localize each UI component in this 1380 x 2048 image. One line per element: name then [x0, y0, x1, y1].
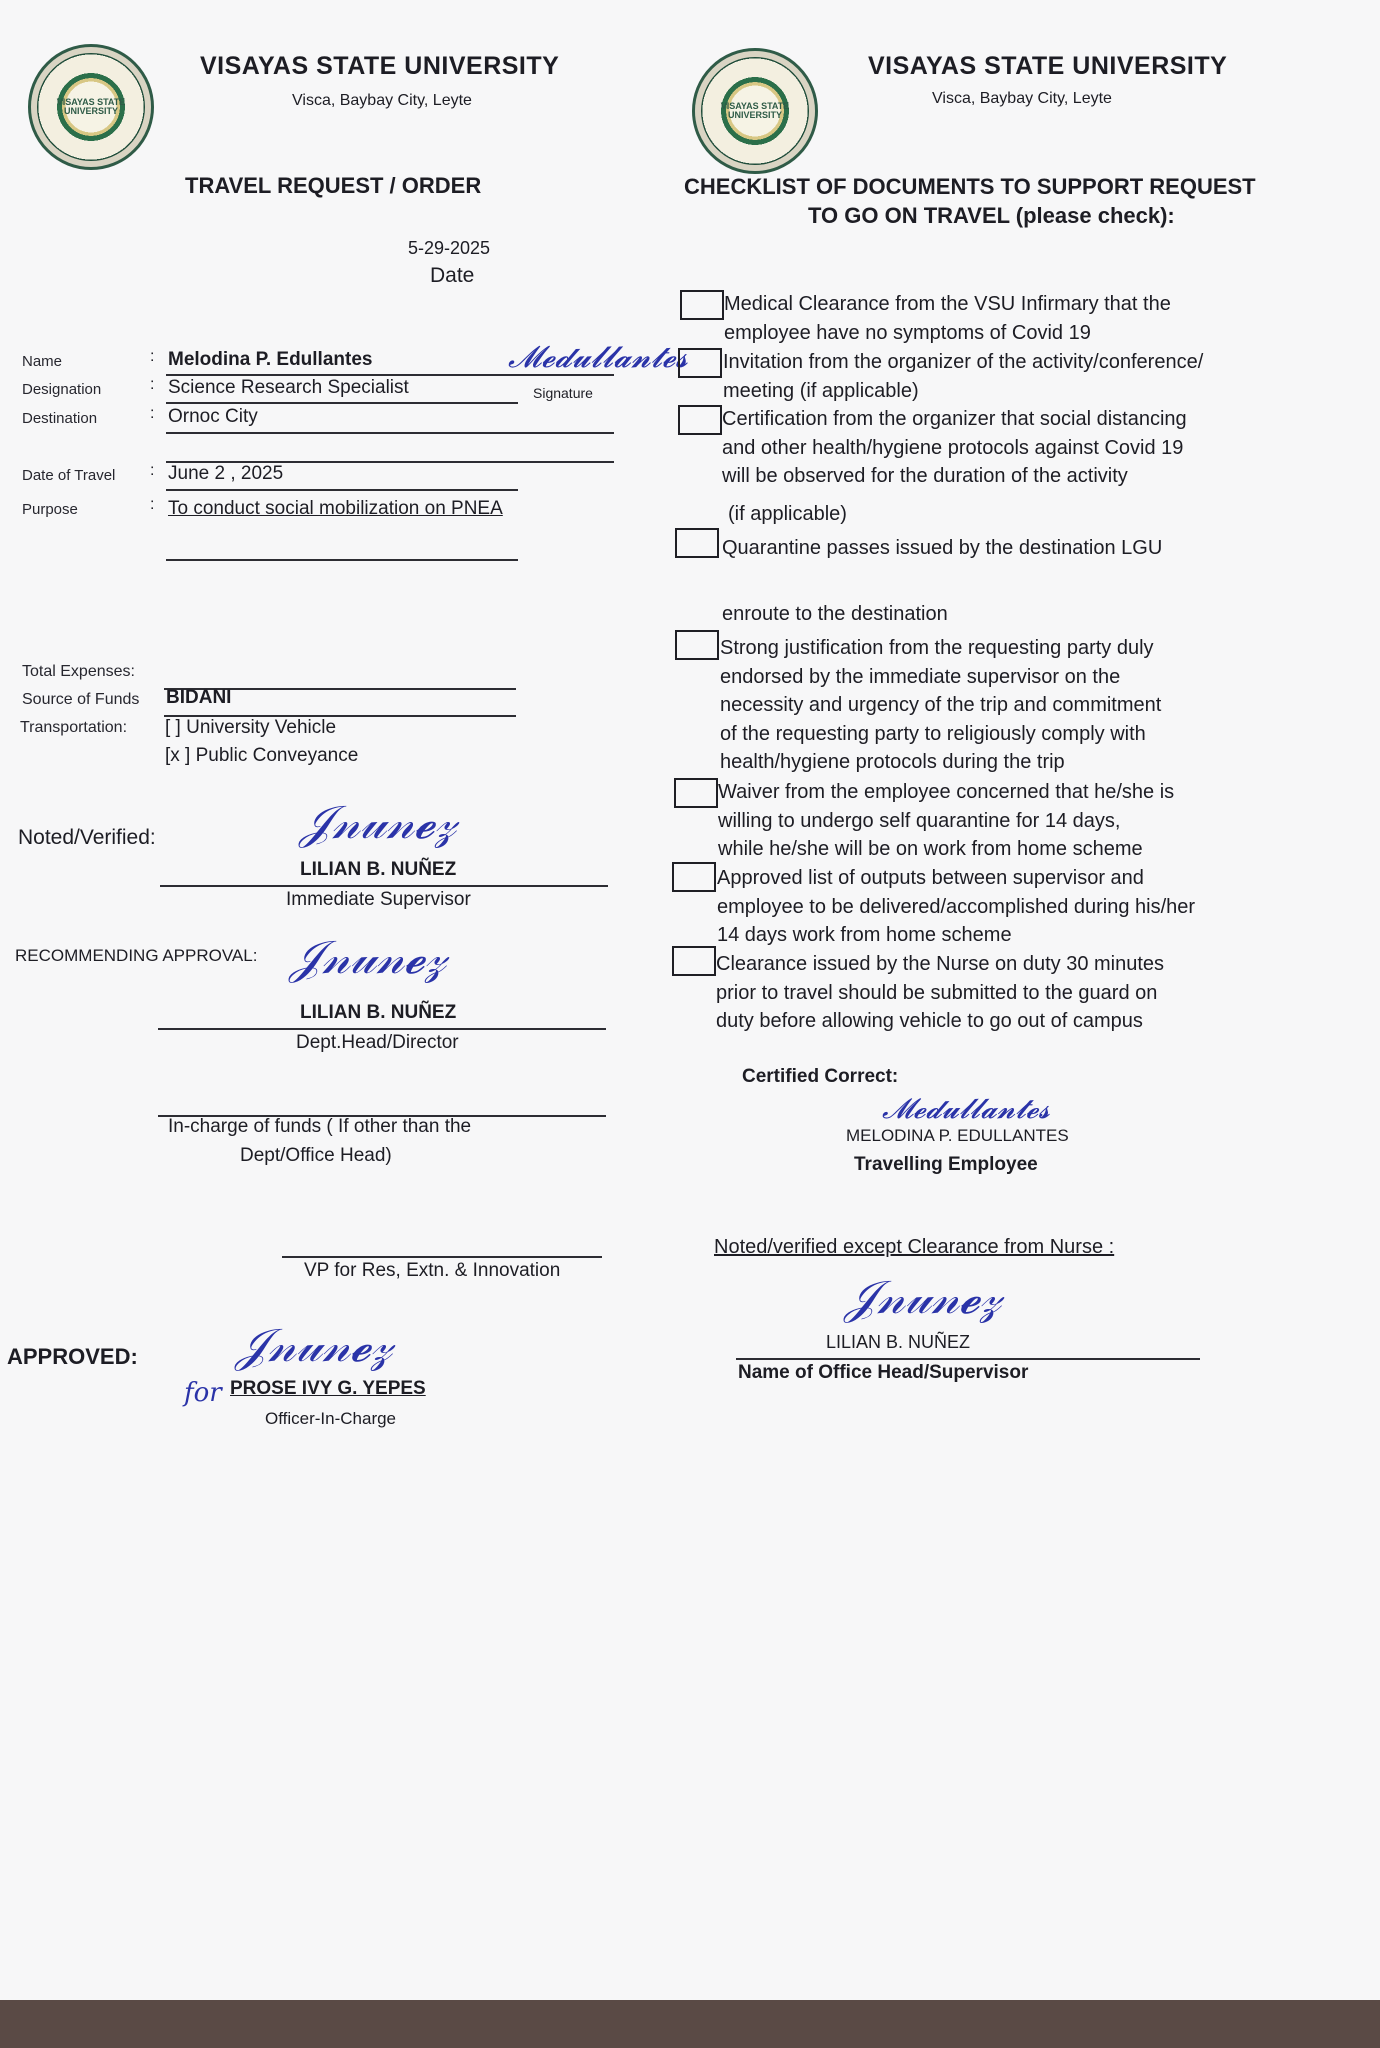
employee-signature: 𝓜𝓮𝓭𝓾𝓵𝓵𝓪𝓷𝓽𝓮𝓼 — [882, 1092, 1050, 1125]
checkbox-certification[interactable] — [678, 405, 722, 435]
form-title: TRAVEL REQUEST / ORDER — [185, 173, 482, 198]
colon: : — [150, 405, 155, 422]
vp-label: VP for Res, Extn. & Innovation — [304, 1260, 561, 1281]
checklist-title-line-1: CHECKLIST OF DOCUMENTS TO SUPPORT REQUEST — [684, 174, 1256, 199]
date-of-travel-underline — [166, 489, 518, 491]
checkbox-medical-clearance[interactable] — [680, 290, 724, 320]
university-seal-icon: VISAYAS STATE UNIVERSITY — [692, 48, 818, 174]
supervisor-line — [160, 885, 608, 887]
funds-incharge-label-1: In-charge of funds ( If other than the — [168, 1116, 472, 1137]
checklist-item: Waiver from the employee concerned that he/she is willing to undergo self quarantine for 14 days, while he/she will be on work from home scheme — [718, 781, 1175, 860]
university-address: Visca, Baybay City, Leyte — [932, 90, 1112, 107]
colon: : — [150, 462, 155, 479]
approved-label: APPROVED: — [7, 1344, 138, 1369]
purpose-underline-2 — [166, 559, 518, 561]
enroute-note: enroute to the destination — [722, 603, 948, 625]
supervisor-title: Immediate Supervisor — [286, 889, 471, 910]
checkbox-approved-outputs[interactable] — [672, 862, 716, 892]
checkbox-quarantine-passes[interactable] — [675, 528, 719, 558]
office-head-name: LILIAN B. NUÑEZ — [826, 1332, 971, 1352]
approver-signature: 𝒥𝓃𝓊𝓃𝓮𝓏 — [236, 1318, 393, 1372]
supervisor-name: LILIAN B. NUÑEZ — [300, 859, 457, 880]
date-of-travel-label: Date of Travel — [22, 467, 116, 484]
option-public-conveyance: [x ] Public Conveyance — [165, 745, 359, 766]
request-date-label: Date — [430, 264, 475, 287]
designation-underline — [166, 402, 518, 404]
checklist-item: Invitation from the organizer of the activity/conference/ meeting (if applicable) — [723, 351, 1204, 402]
purpose-value: To conduct social mobilization on PNEA — [168, 498, 503, 519]
purpose-label: Purpose — [22, 501, 78, 518]
vp-line — [282, 1256, 602, 1258]
employee-name: MELODINA P. EDULLANTES — [846, 1126, 1069, 1145]
university-address: Visca, Baybay City, Leyte — [292, 92, 472, 109]
checklist-item: Quarantine passes issued by the destination LGU — [722, 537, 1163, 559]
noted-verified-label: Noted/Verified: — [18, 826, 156, 849]
if-applicable-note: (if applicable) — [728, 503, 847, 525]
head-signature: 𝒥𝓃𝓊𝓃𝓮𝓏 — [290, 930, 447, 984]
total-expenses-label: Total Expenses: — [22, 663, 135, 680]
source-of-funds-label: Source of Funds — [22, 691, 140, 708]
certified-correct-label: Certified Correct: — [742, 1066, 899, 1087]
employee-signature: 𝓜𝓮𝓭𝓾𝓵𝓵𝓪𝓷𝓽𝓮𝓼 — [508, 340, 688, 375]
supervisor-signature: 𝒥𝓃𝓊𝓃𝓮𝓏 — [300, 795, 457, 849]
name-value: Melodina P. Edullantes — [168, 349, 373, 370]
head-title: Dept.Head/Director — [296, 1032, 459, 1053]
noted-except-label: Noted/verified except Clearance from Nurse : — [714, 1236, 1115, 1258]
checklist-title-line-2: TO GO ON TRAVEL (please check): — [808, 203, 1175, 228]
transportation-label: Transportation: — [20, 719, 128, 736]
checklist-item: Approved list of outputs between supervisor and employee to be delivered/accomplished during his/her 14 days work from home scheme — [717, 867, 1196, 946]
university-seal-icon: VISAYAS STATE UNIVERSITY — [28, 44, 154, 170]
request-date-value: 5-29-2025 — [408, 238, 491, 258]
designation-label: Designation — [22, 381, 102, 398]
checklist-item: Clearance issued by the Nurse on duty 30 minutes prior to travel should be submitted to the guard on duty before allowing vehicle to go out of campus — [716, 953, 1165, 1032]
option-university-vehicle: [ ] University Vehicle — [165, 717, 337, 738]
table-surface — [0, 2000, 1380, 2048]
checklist-item: Certification from the organizer that social distancing and other health/hygiene protocols against Covid 19 will be observed for the duration of the activity — [722, 408, 1187, 487]
name-label: Name — [22, 353, 63, 370]
signature-label: Signature — [533, 385, 593, 401]
head-line — [158, 1028, 606, 1030]
employee-title: Travelling Employee — [854, 1154, 1038, 1175]
for-mark: for — [184, 1378, 222, 1408]
office-head-signature: 𝒥𝓃𝓊𝓃𝓮𝓏 — [845, 1270, 1002, 1324]
checklist-item: Medical Clearance from the VSU Infirmary that the employee have no symptoms of Covid 19 — [724, 293, 1171, 344]
checklist-item: Strong justification from the requesting party duly endorsed by the immediate supervisor on the necessity and urgency of the trip and commitment of the requesting party to religiously comply with health/hygiene protocols during the trip — [720, 637, 1162, 773]
office-head-title: Name of Office Head/Supervisor — [738, 1362, 1029, 1383]
destination-value: Ornoc City — [168, 406, 258, 427]
checkbox-waiver[interactable] — [674, 778, 718, 808]
recommending-approval-label: RECOMMENDING APPROVAL: — [15, 946, 258, 965]
approver-title: Officer-In-Charge — [265, 1409, 397, 1428]
funds-incharge-label-2: Dept/Office Head) — [240, 1145, 392, 1166]
destination-underline — [166, 432, 614, 434]
checkbox-invitation[interactable] — [678, 348, 722, 378]
office-head-line — [736, 1358, 1200, 1360]
date-of-travel-value: June 2 , 2025 — [168, 463, 284, 484]
source-of-funds-value: BIDANI — [166, 687, 232, 708]
colon: : — [150, 348, 155, 365]
university-name: VISAYAS STATE UNIVERSITY — [868, 52, 1228, 80]
destination-label: Destination — [22, 410, 98, 427]
approver-name: PROSE IVY G. YEPES — [230, 1378, 426, 1399]
colon: : — [150, 496, 155, 513]
designation-value: Science Research Specialist — [168, 377, 409, 398]
university-name: VISAYAS STATE UNIVERSITY — [200, 52, 560, 80]
colon: : — [150, 376, 155, 393]
head-name: LILIAN B. NUÑEZ — [300, 1002, 457, 1023]
checkbox-nurse-clearance[interactable] — [672, 946, 716, 976]
checkbox-strong-justification[interactable] — [675, 630, 719, 660]
